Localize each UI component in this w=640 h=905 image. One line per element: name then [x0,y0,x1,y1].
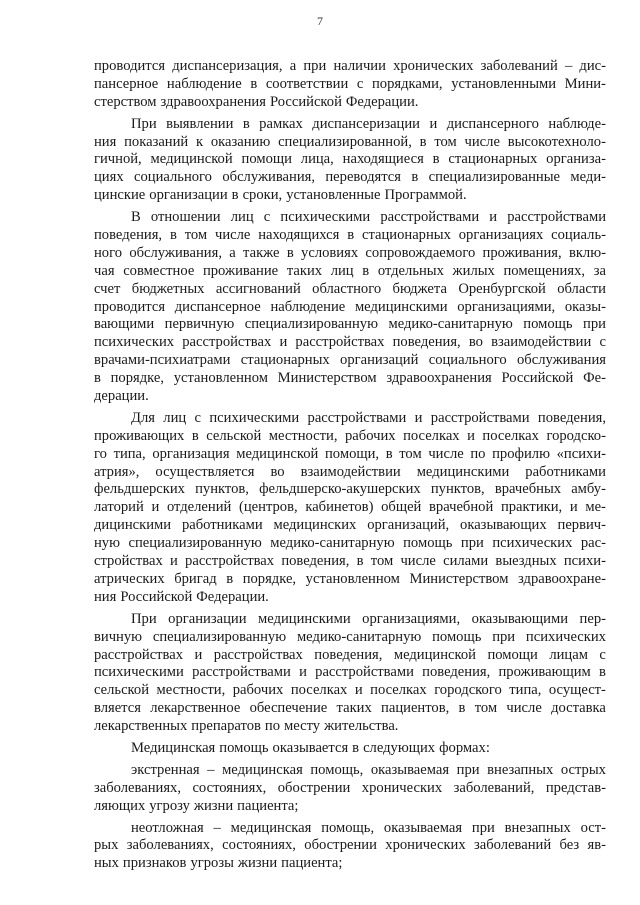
paragraph-line: дицинскими работниками медицинских организаций, оказывающих первич- [94,517,606,534]
paragraph-line: гичной, медицинской помощи лица, находящиеся в стационарных организа- [94,151,606,168]
paragraph [94,820,606,874]
paragraph [94,740,606,758]
paragraph-line: врачами-психиатрами стационарных организаций социального обслуживания [94,352,606,369]
paragraph-line: При выявлении в рамках диспансеризации и диспансерного наблюде- [131,115,606,132]
paragraph-line: Медицинская помощь оказывается в следующих формах: [131,739,490,756]
paragraph-line: ную специализированную медико-санитарную помощь при психических рас- [94,535,606,552]
paragraph-line: циях социального обслуживания, переводятся в специализированные меди- [94,169,606,186]
paragraph-line: пансерное наблюдение в соответствии с порядками, установленными Мини- [94,75,606,92]
paragraph [94,611,606,736]
paragraph-line: атрических бригад в порядке, установленном Министерством здравоохране- [94,570,606,587]
paragraph-line: заболеваниях, состояниях, обострении хронических заболеваний, представ- [94,779,606,796]
page-number: 7 [317,14,323,28]
paragraph-line: поведения, в том числе находящихся в стационарных организациях социаль- [94,227,606,244]
paragraph-line: проживающих в сельской местности, рабочих поселках и поселках городско- [94,427,606,444]
paragraph-line: ния показаний к оказанию специализированной, в том числе высокотехноло- [94,133,606,150]
paragraph-line: В отношении лиц с психическими расстройствами и расстройствами [131,209,606,226]
paragraph-line: дерации. [94,388,149,405]
paragraph-line: проводится диспансерное наблюдение медицинскими организациями, оказы- [94,298,606,315]
paragraph-line: вичную специализированную медико-санитарную помощь при психических [94,628,606,645]
paragraph-line: сельской местности, рабочих поселках и поселках городского типа, осущест- [94,682,606,699]
paragraph [94,410,606,607]
paragraph-line: неотложная – медицинская помощь, оказываемая при внезапных ост- [131,819,606,836]
paragraph-line: цинские организации в сроки, установленные Программой. [94,187,467,204]
paragraph [94,209,606,406]
paragraph-line: чая совместное проживание таких лиц в отдельных жилых помещениях, за [94,262,606,279]
paragraph [94,58,606,112]
paragraph-line: стерством здравоохранения Российской Федерации. [94,93,419,110]
paragraph-line: стройствах и расстройствах поведения, в том числе силами выездных психи- [94,553,606,570]
paragraph-line: При организации медицинскими организациями, оказывающими пер- [131,610,606,627]
document-body [94,58,606,877]
paragraph-line: рых заболеваниях, состояниях, обострении хронических заболеваний без яв- [94,837,606,854]
paragraph-line: латорий и отделений (центров, кабинетов) общей врачебной практики, и ме- [94,499,606,516]
paragraph-line: ного обслуживания, а также в условиях сопровождаемого проживания, вклю- [94,244,606,261]
paragraph-line: вляется лекарственное обеспечение таких пациентов, в том числе доставка [94,700,606,717]
paragraph-line: ляющих угрозу жизни пациента; [94,797,299,814]
paragraph-line: вающими первичную специализированную медико-санитарную помощь при [94,316,606,333]
paragraph-line: атрия», осуществляется во взаимодействии медицинскими работниками [94,463,606,480]
paragraph-line: фельдшерских пунктов, фельдшерско-акушерских пунктов, врачебных амбу- [94,481,606,498]
paragraph-line: Для лиц с психическими расстройствами и расстройствами поведения, [131,409,606,426]
paragraph-line: психическими расстройствами и расстройствами поведения, проживающим в [94,664,606,681]
paragraph-line: экстренная – медицинская помощь, оказываемая при внезапных острых [131,761,606,778]
paragraph-line: психических расстройствах и расстройствах поведения, во взаимодействии с [94,334,606,351]
paragraph [94,116,606,205]
paragraph-line: ных признаков угрозы жизни пациента; [94,855,343,872]
paragraph-line: счет бюджетных ассигнований областного бюджета Оренбургской области [94,280,606,297]
paragraph-line: ния Российской Федерации. [94,588,269,605]
paragraph-line: проводится диспансеризация, а при наличии хронических заболеваний – дис- [94,58,606,74]
paragraph-line: расстройствах и расстройствах поведения, медицинской помощи лицам с [94,646,606,663]
paragraph-line: лекарственных препаратов по месту жительства. [94,718,399,735]
paragraph-line: в порядке, установленном Министерством здравоохранения Российской Фе- [94,370,606,387]
paragraph [94,762,606,816]
paragraph-line: го типа, организация медицинской помощи, в том числе по профилю «психи- [94,445,606,462]
